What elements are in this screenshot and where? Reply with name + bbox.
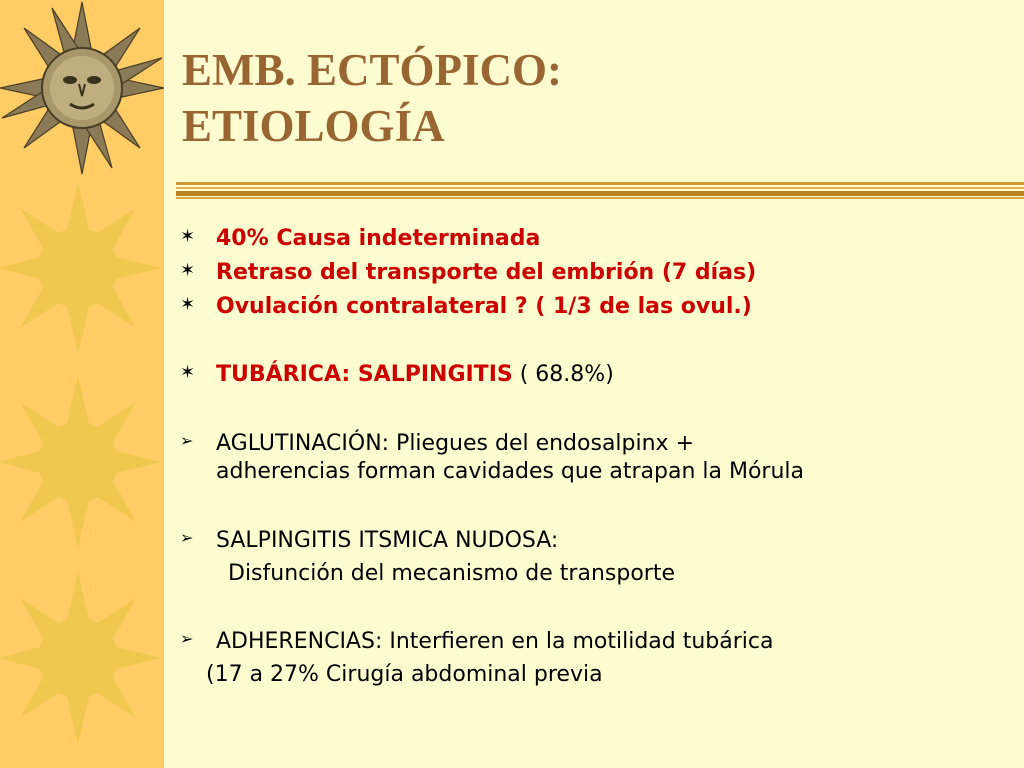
sub-item-line-1: SALPINGITIS ITSMICA NUDOSA: bbox=[216, 528, 559, 553]
emphasis-text: TUBÁRICA: SALPINGITIS bbox=[216, 362, 513, 387]
star-bullet-icon: ✶ bbox=[180, 362, 196, 383]
arrow-bullet-icon: ➢ bbox=[180, 431, 194, 450]
percentage-text: ( 68.8%) bbox=[512, 362, 614, 387]
bullet-text: Retraso del transporte del embrión (7 días) bbox=[216, 260, 757, 285]
arrow-bullet-icon: ➢ bbox=[180, 528, 194, 547]
bullet-text: Ovulación contralateral ? ( 1/3 de las ovul.) bbox=[216, 294, 752, 319]
star-bullet-icon: ✶ bbox=[180, 260, 196, 281]
arrow-bullet-icon: ➢ bbox=[180, 629, 194, 648]
sub-item-line-2: (17 a 27% Cirugía abdominal previa bbox=[206, 662, 603, 687]
bullet-text: 40% Causa indeterminada bbox=[216, 226, 541, 251]
title-line-1: EMB. ECTÓPICO: bbox=[182, 45, 563, 95]
sun-icon bbox=[0, 178, 164, 358]
title-line-2: ETIOLOGÍA bbox=[182, 101, 445, 151]
bullet-text bbox=[216, 362, 614, 387]
title-divider bbox=[176, 180, 1024, 202]
sub-item-line-2: Disfunción del mecanismo de transporte bbox=[228, 561, 675, 586]
slide-title bbox=[182, 42, 1002, 154]
star-bullet-icon: ✶ bbox=[180, 294, 196, 315]
sidebar-decoration bbox=[0, 0, 164, 768]
sub-item-line-2: adherencias forman cavidades que atrapan la Mórula bbox=[216, 459, 804, 484]
sun-icon bbox=[0, 566, 164, 756]
sun-icon bbox=[0, 372, 164, 552]
sun-face-icon bbox=[0, 0, 164, 175]
sub-item-line-1: AGLUTINACIÓN: Pliegues del endosalpinx + bbox=[216, 431, 695, 456]
star-bullet-icon: ✶ bbox=[180, 226, 196, 247]
sub-item-line-1: ADHERENCIAS: Interfieren en la motilidad tubárica bbox=[216, 629, 774, 654]
